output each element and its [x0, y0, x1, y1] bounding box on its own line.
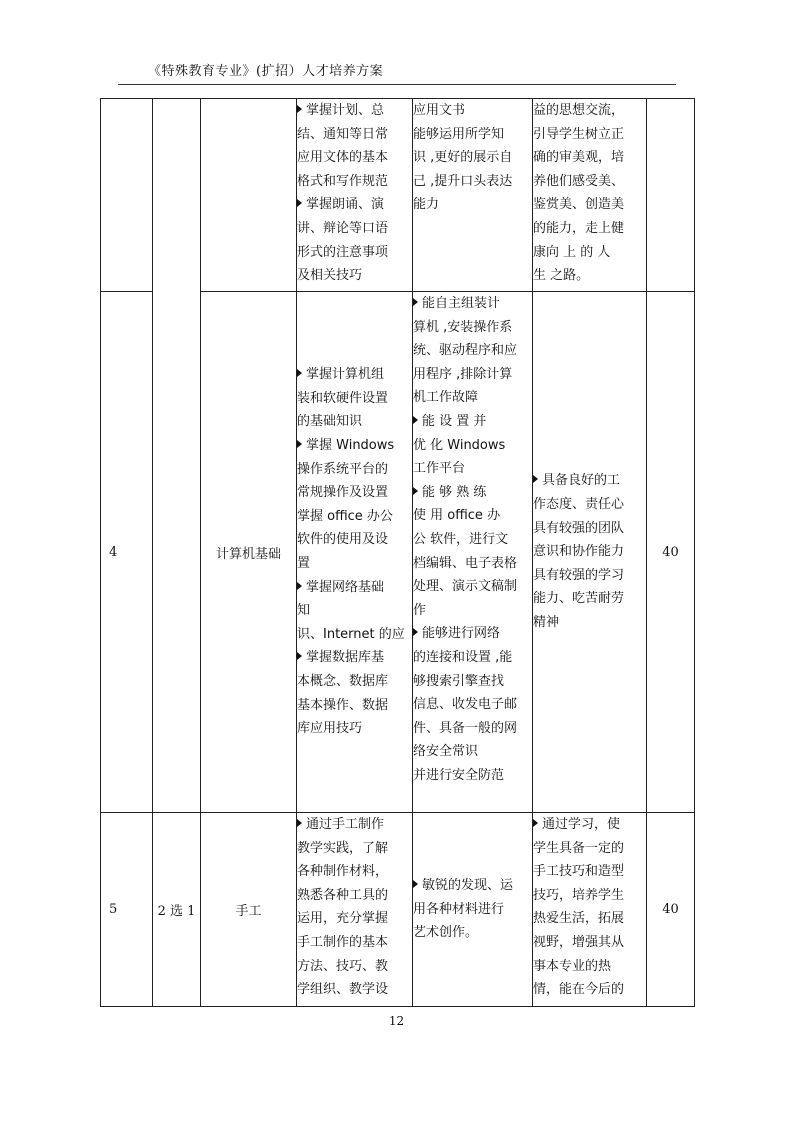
line-text: 鉴赏美、创造美 — [533, 197, 625, 213]
line-text: 形式的注意事项 — [297, 244, 389, 260]
line-text: 能够运用所学知 — [413, 126, 505, 142]
text-line — [297, 860, 412, 884]
text-line — [413, 552, 532, 576]
line-text: 络安全常识 — [413, 744, 479, 760]
ability-cell — [413, 99, 533, 292]
line-text: 识 ,更好的展示自 — [413, 150, 513, 166]
text-line — [413, 646, 532, 670]
bullet-triangle-icon — [533, 475, 538, 483]
line-text: 掌握 office 办公 — [297, 508, 393, 524]
text-line — [533, 837, 646, 861]
text-line — [413, 457, 532, 481]
line-text: 掌握计划、总 — [306, 103, 385, 118]
curriculum-table — [100, 98, 695, 1007]
line-text: 引导学生树立正 — [533, 126, 625, 142]
text-line — [297, 458, 412, 482]
line-text: 掌握 Windows — [306, 438, 395, 454]
text-line — [297, 837, 412, 861]
text-line — [297, 99, 412, 123]
line-text: 具有较强的团队 — [533, 520, 625, 536]
line-text: 处理、演示文稿制 — [413, 579, 518, 595]
text-line — [533, 493, 646, 517]
text-line — [413, 575, 532, 599]
line-text: 具有较强的学习 — [533, 567, 625, 583]
bullet-triangle-icon — [533, 819, 538, 827]
line-text: 方法、技巧、教 — [297, 958, 389, 974]
line-text: 的连接和设置 ,能 — [413, 649, 513, 665]
knowledge-cell — [297, 813, 413, 1007]
line-text: 能力 — [413, 197, 440, 213]
text-line — [533, 217, 646, 241]
text-line — [413, 481, 532, 505]
text-line — [533, 241, 646, 265]
knowledge-cell — [297, 292, 413, 813]
text-line — [413, 740, 532, 764]
quality-cell — [533, 99, 647, 292]
header-rule — [118, 84, 676, 85]
line-text: 置 — [297, 556, 311, 571]
text-line — [413, 921, 532, 945]
line-text: 学生具备一定的 — [533, 840, 625, 856]
text-line — [413, 363, 532, 387]
text-line — [297, 670, 412, 694]
line-text: 结、通知等日常 — [297, 126, 389, 142]
text-line — [297, 193, 412, 217]
line-text: 的基础知识 — [297, 414, 363, 430]
quality-cell — [533, 813, 647, 1007]
line-text: 操作系统平台的 — [297, 461, 389, 477]
line-text: 机工作故障 — [413, 390, 479, 406]
line-text: 艺术创作。 — [413, 925, 479, 941]
ability-cell — [413, 292, 533, 813]
line-text: 生 之路。 — [533, 268, 590, 284]
line-text: 作态度、责任心 — [533, 497, 625, 513]
line-text: 及相关技巧 — [297, 268, 363, 284]
bullet-triangle-icon — [413, 298, 418, 306]
text-line — [533, 931, 646, 955]
text-line — [533, 587, 646, 611]
line-text: 技巧，培养学生 — [533, 887, 625, 903]
line-text: 格式和写作规范 — [297, 173, 389, 189]
text-line — [297, 576, 412, 600]
row-number-cell — [101, 99, 153, 292]
line-text: 件、具备一般的网 — [413, 720, 518, 736]
line-text: 装和软硬件设置 — [297, 390, 389, 406]
line-text: 档编辑、电子表格 — [413, 555, 518, 571]
text-line — [297, 481, 412, 505]
line-text: 具备良好的工 — [542, 473, 621, 489]
text-line — [413, 292, 532, 316]
text-line — [533, 193, 646, 217]
line-text: 确的审美观，培 — [533, 150, 625, 166]
text-line — [297, 387, 412, 411]
bullet-triangle-icon — [413, 487, 418, 495]
line-text: 应用文书 — [413, 103, 466, 118]
bullet-triangle-icon — [297, 582, 302, 590]
text-line — [533, 146, 646, 170]
line-text: 软件的使用及设 — [297, 532, 389, 548]
text-line — [297, 646, 412, 670]
text-line — [413, 599, 532, 623]
text-line — [533, 469, 646, 493]
line-text: 手工技巧和造型 — [533, 864, 625, 880]
text-line — [297, 813, 412, 837]
bullet-triangle-icon — [413, 416, 418, 424]
text-line — [297, 264, 412, 288]
text-line — [413, 622, 532, 646]
text-line — [533, 564, 646, 588]
text-line — [297, 410, 412, 434]
bullet-triangle-icon — [297, 440, 302, 448]
bullet-triangle-icon — [297, 369, 302, 377]
text-line — [413, 764, 532, 788]
text-line — [297, 363, 412, 387]
text-line — [413, 874, 532, 898]
course-type-cell: 2 选 1 — [153, 813, 201, 1007]
course-name-cell: 计算机基础 — [201, 292, 297, 813]
line-text: 常规操作及设置 — [297, 485, 389, 501]
text-line — [533, 813, 646, 837]
ability-cell — [413, 813, 533, 1007]
line-text: 情，能在今后的 — [533, 982, 625, 998]
text-line — [533, 907, 646, 931]
line-text: 识、Internet 的应 — [297, 626, 405, 642]
text-line — [413, 410, 532, 434]
text-line — [533, 978, 646, 1002]
text-line — [297, 217, 412, 241]
line-text: 视野，增强其从 — [533, 934, 625, 950]
text-line — [297, 123, 412, 147]
text-line — [533, 517, 646, 541]
row-number-cell: 4 — [101, 292, 153, 813]
course-type-cell — [153, 99, 201, 813]
text-line — [297, 434, 412, 458]
text-line — [297, 623, 412, 647]
page-header: 《特殊教育专业》(扩招）人才培养方案 — [148, 64, 384, 79]
text-line — [533, 123, 646, 147]
text-line — [413, 898, 532, 922]
line-text: 能力、吃苦耐劳 — [533, 591, 625, 607]
text-line — [297, 955, 412, 979]
text-line — [413, 434, 532, 458]
text-line — [413, 146, 532, 170]
text-line — [533, 884, 646, 908]
bullet-triangle-icon — [413, 628, 418, 636]
bullet-triangle-icon — [297, 819, 302, 827]
text-line — [533, 860, 646, 884]
line-text: 熟悉各种工具的 — [297, 887, 389, 903]
line-text: 手工制作的基本 — [297, 934, 389, 950]
line-text: 掌握朗诵、演 — [306, 197, 385, 213]
line-text: 能够进行网络 — [422, 626, 501, 642]
line-text: 掌握计算机组 — [306, 367, 385, 383]
text-line — [297, 978, 412, 1002]
text-line — [533, 540, 646, 564]
line-text: 己 ,提升口头表达 — [413, 173, 513, 189]
line-text: 的能力，走上健 — [533, 220, 625, 236]
line-text: 教学实践，了解 — [297, 840, 389, 856]
bullet-triangle-icon — [297, 199, 302, 207]
text-line — [413, 316, 532, 340]
text-line — [533, 99, 646, 123]
line-text: 公 软件，进行文 — [413, 531, 509, 547]
text-line — [413, 193, 532, 217]
line-text: 养他们感受美、 — [533, 173, 625, 189]
text-line — [297, 717, 412, 741]
line-text: 统、驱动程序和应 — [413, 343, 518, 359]
page-number: 12 — [388, 1014, 405, 1028]
text-line — [413, 504, 532, 528]
text-line — [297, 505, 412, 529]
text-line — [413, 528, 532, 552]
text-line — [297, 884, 412, 908]
bullet-triangle-icon — [413, 880, 418, 888]
line-text: 本概念、数据库 — [297, 673, 389, 689]
text-line — [297, 241, 412, 265]
hours-cell — [647, 99, 695, 292]
text-line — [413, 693, 532, 717]
text-line — [297, 146, 412, 170]
line-text: 精神 — [533, 614, 560, 630]
line-text: 基本操作、数据 — [297, 697, 389, 713]
line-text: 并进行安全防范 — [413, 767, 505, 783]
line-text: 运用，充分掌握 — [297, 911, 389, 927]
line-text: 掌握数据库基 — [306, 650, 385, 666]
line-text: 够搜索引擎查找 — [413, 673, 505, 689]
line-text: 知 — [297, 603, 311, 619]
line-text: 作 — [413, 602, 427, 618]
course-name-cell: 手工 — [201, 813, 297, 1007]
line-text: 讲、辩论等口语 — [297, 220, 389, 236]
line-text: 使 用 office 办 — [413, 508, 501, 524]
text-line — [533, 170, 646, 194]
text-line — [413, 386, 532, 410]
text-line — [413, 170, 532, 194]
line-text: 通过手工制作 — [306, 817, 385, 832]
line-text: 算机 ,安装操作系 — [413, 319, 513, 335]
text-line — [297, 528, 412, 552]
line-text: 用各种材料进行 — [413, 901, 505, 917]
line-text: 学组织、教学设 — [297, 982, 389, 998]
row-number-cell: 5 — [101, 813, 153, 1007]
line-text: 能 够 熟 练 — [422, 484, 487, 500]
text-line — [533, 611, 646, 635]
line-text: 康向 上 的 人 — [533, 244, 611, 260]
quality-cell — [533, 292, 647, 813]
text-line — [413, 99, 532, 123]
text-line — [297, 552, 412, 576]
line-text: 敏锐的发现、运 — [422, 878, 514, 894]
line-text: 应用文体的基本 — [297, 150, 389, 166]
line-text: 热爱生活，拓展 — [533, 911, 625, 927]
line-text: 通过学习，使 — [542, 817, 621, 832]
line-text: 信息、收发电子邮 — [413, 697, 518, 713]
line-text: 益的思想交流， — [533, 103, 625, 118]
bullet-triangle-icon — [297, 652, 302, 660]
line-text: 能 设 置 并 — [422, 413, 487, 429]
text-line — [297, 931, 412, 955]
text-line — [297, 694, 412, 718]
text-line — [533, 264, 646, 288]
knowledge-cell — [297, 99, 413, 292]
line-text: 能自主组装计 — [422, 296, 501, 311]
text-line — [413, 339, 532, 363]
line-text: 事本专业的热 — [533, 958, 612, 974]
hours-cell: 40 — [647, 292, 695, 813]
table-row — [101, 813, 695, 1007]
table-row — [101, 99, 695, 292]
text-line — [297, 170, 412, 194]
line-text: 用程序 ,排除计算 — [413, 366, 513, 382]
text-line — [297, 907, 412, 931]
line-text: 工作平台 — [413, 461, 466, 477]
hours-cell: 40 — [647, 813, 695, 1007]
line-text: 各种制作材料， — [297, 864, 389, 880]
line-text: 掌握网络基础 — [306, 579, 385, 595]
course-name-cell — [201, 99, 297, 292]
line-text: 意识和协作能力 — [533, 544, 625, 560]
text-line — [413, 670, 532, 694]
text-line — [297, 599, 412, 623]
text-line — [413, 717, 532, 741]
text-line — [533, 955, 646, 979]
text-line — [413, 123, 532, 147]
line-text: 优 化 Windows — [413, 437, 506, 453]
bullet-triangle-icon — [297, 105, 302, 113]
line-text: 库应用技巧 — [297, 721, 363, 737]
